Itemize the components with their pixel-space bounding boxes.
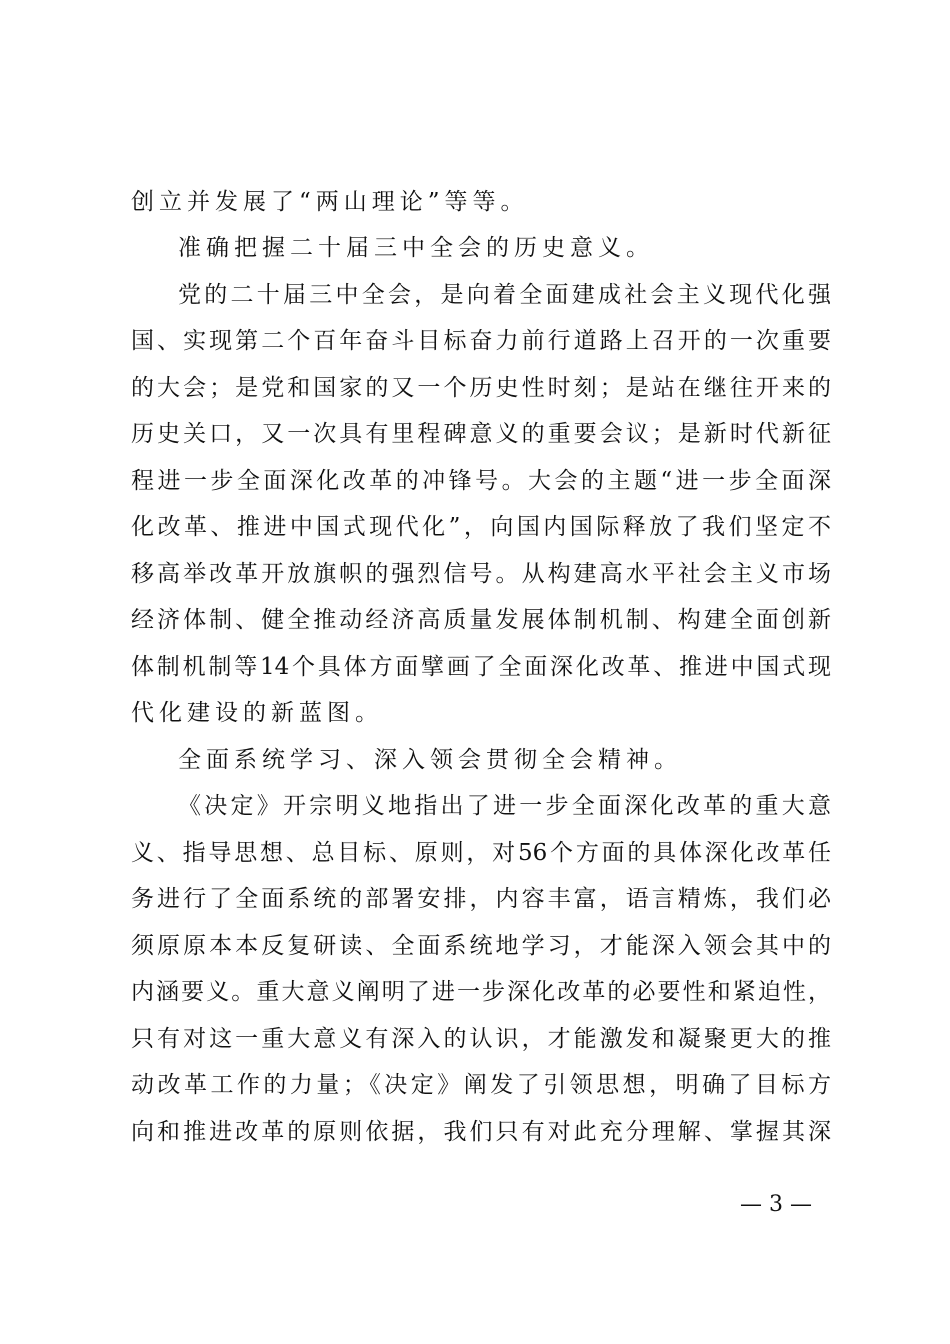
text-line: 移高举改革开放旗帜的强烈信号。从构建高水平社会主义市场 — [131, 561, 831, 587]
section-heading: 准确把握二十届三中全会的历史意义。 — [178, 235, 654, 261]
text-line: 须原原本本反复研读、全面系统地学习，才能深入领会其中的 — [131, 933, 831, 959]
text-line: 创立并发展了“两山理论”等等。 — [131, 189, 529, 215]
text-line: 化改革、推进中国式现代化”，向国内国际释放了我们坚定不 — [131, 514, 831, 540]
text-line: 党的二十届三中全会，是向着全面建成社会主义现代化强 — [178, 282, 831, 308]
text-line: 务进行了全面系统的部署安排，内容丰富，语言精炼，我们必 — [131, 886, 831, 912]
section-heading: 全面系统学习、深入领会贯彻全会精神。 — [178, 747, 682, 773]
text-line: 历史关口，又一次具有里程碑意义的重要会议；是新时代新征 — [131, 421, 831, 447]
text-line: 经济体制、健全推动经济高质量发展体制机制、构建全面创新 — [131, 607, 831, 633]
text-line: 内涵要义。重大意义阐明了进一步深化改革的必要性和紧迫性， — [131, 979, 831, 1005]
text-line: 《决定》开宗明义地指出了进一步全面深化改革的重大意 — [178, 793, 831, 819]
text-line: 向和推进改革的原则依据，我们只有对此充分理解、掌握其深 — [131, 1119, 831, 1145]
text-line: 动改革工作的力量；《决定》阐发了引领思想，明确了目标方 — [131, 1072, 831, 1098]
text-line: 体制机制等14个具体方面擘画了全面深化改革、推进中国式现 — [131, 654, 831, 680]
text-line: 的大会；是党和国家的又一个历史性时刻；是站在继往开来的 — [131, 375, 831, 401]
text-line: 程进一步全面深化改革的冲锋号。大会的主题“进一步全面深 — [131, 468, 831, 494]
text-line: 国、实现第二个百年奋斗目标奋力前行道路上召开的一次重要 — [131, 328, 831, 354]
text-line: 义、指导思想、总目标、原则，对56个方面的具体深化改革任 — [131, 840, 831, 866]
page-number: — 3 — — [740, 1192, 812, 1217]
text-line: 只有对这一重大意义有深入的认识，才能激发和凝聚更大的推 — [131, 1026, 831, 1052]
text-line: 代化建设的新蓝图。 — [131, 700, 383, 726]
